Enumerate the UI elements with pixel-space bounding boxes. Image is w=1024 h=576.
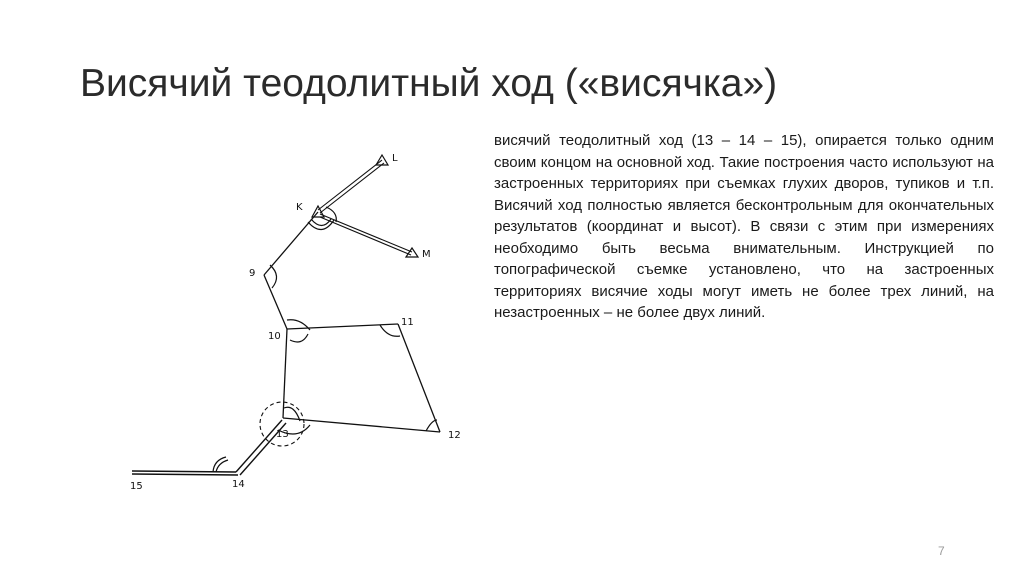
label-m: M (422, 249, 431, 260)
label-9: 9 (249, 268, 256, 279)
label-l: L (392, 153, 398, 164)
hanging-line-14-15-a (132, 471, 236, 472)
description-text: висячий теодолитный ход (13 – 14 – 15), опирается только одним своим концом на основной ход. Такие построения часто используют на застроенных территориях при съемках глухих дворов, тупиков и т.п. Висячий ход полностью является бесконтрольным для окончательных результатов (координат и высот). В связи с этим при измерениях необходимо быть весьма внимательным. Инструкцией по топографической съемке установлено, что на застроенных территориях висячие ходы могут иметь не более трех линий, на незастроенных – не более двух линий. (494, 132, 994, 321)
hanging-line-14-15-b (132, 474, 238, 475)
label-k: K (296, 202, 303, 213)
sight-k-l-b (320, 163, 384, 213)
line-13-10 (283, 329, 287, 418)
label-11: 11 (401, 317, 414, 328)
hanging-line-13-14-a (236, 420, 282, 472)
label-10: 10 (268, 331, 281, 342)
line-k-9 (264, 212, 318, 275)
line-11-12 (398, 324, 440, 432)
label-15: 15 (130, 481, 143, 492)
station-m-marker (406, 248, 418, 257)
sight-k-m-a (320, 214, 412, 252)
label-13: 13 (276, 429, 289, 440)
label-12: 12 (448, 430, 461, 441)
slide-title: Висячий теодолитный ход («висячка») (80, 62, 778, 105)
angle-arc-11 (380, 325, 400, 336)
line-12-13 (283, 418, 440, 432)
page-number: 7 (938, 544, 945, 558)
sight-k-l-a (318, 160, 382, 210)
label-14: 14 (232, 479, 245, 490)
angle-arc-10-lower (290, 334, 308, 342)
sight-k-m-b (320, 217, 411, 255)
angle-arc-9 (270, 265, 277, 288)
traverse-diagram (120, 140, 480, 500)
